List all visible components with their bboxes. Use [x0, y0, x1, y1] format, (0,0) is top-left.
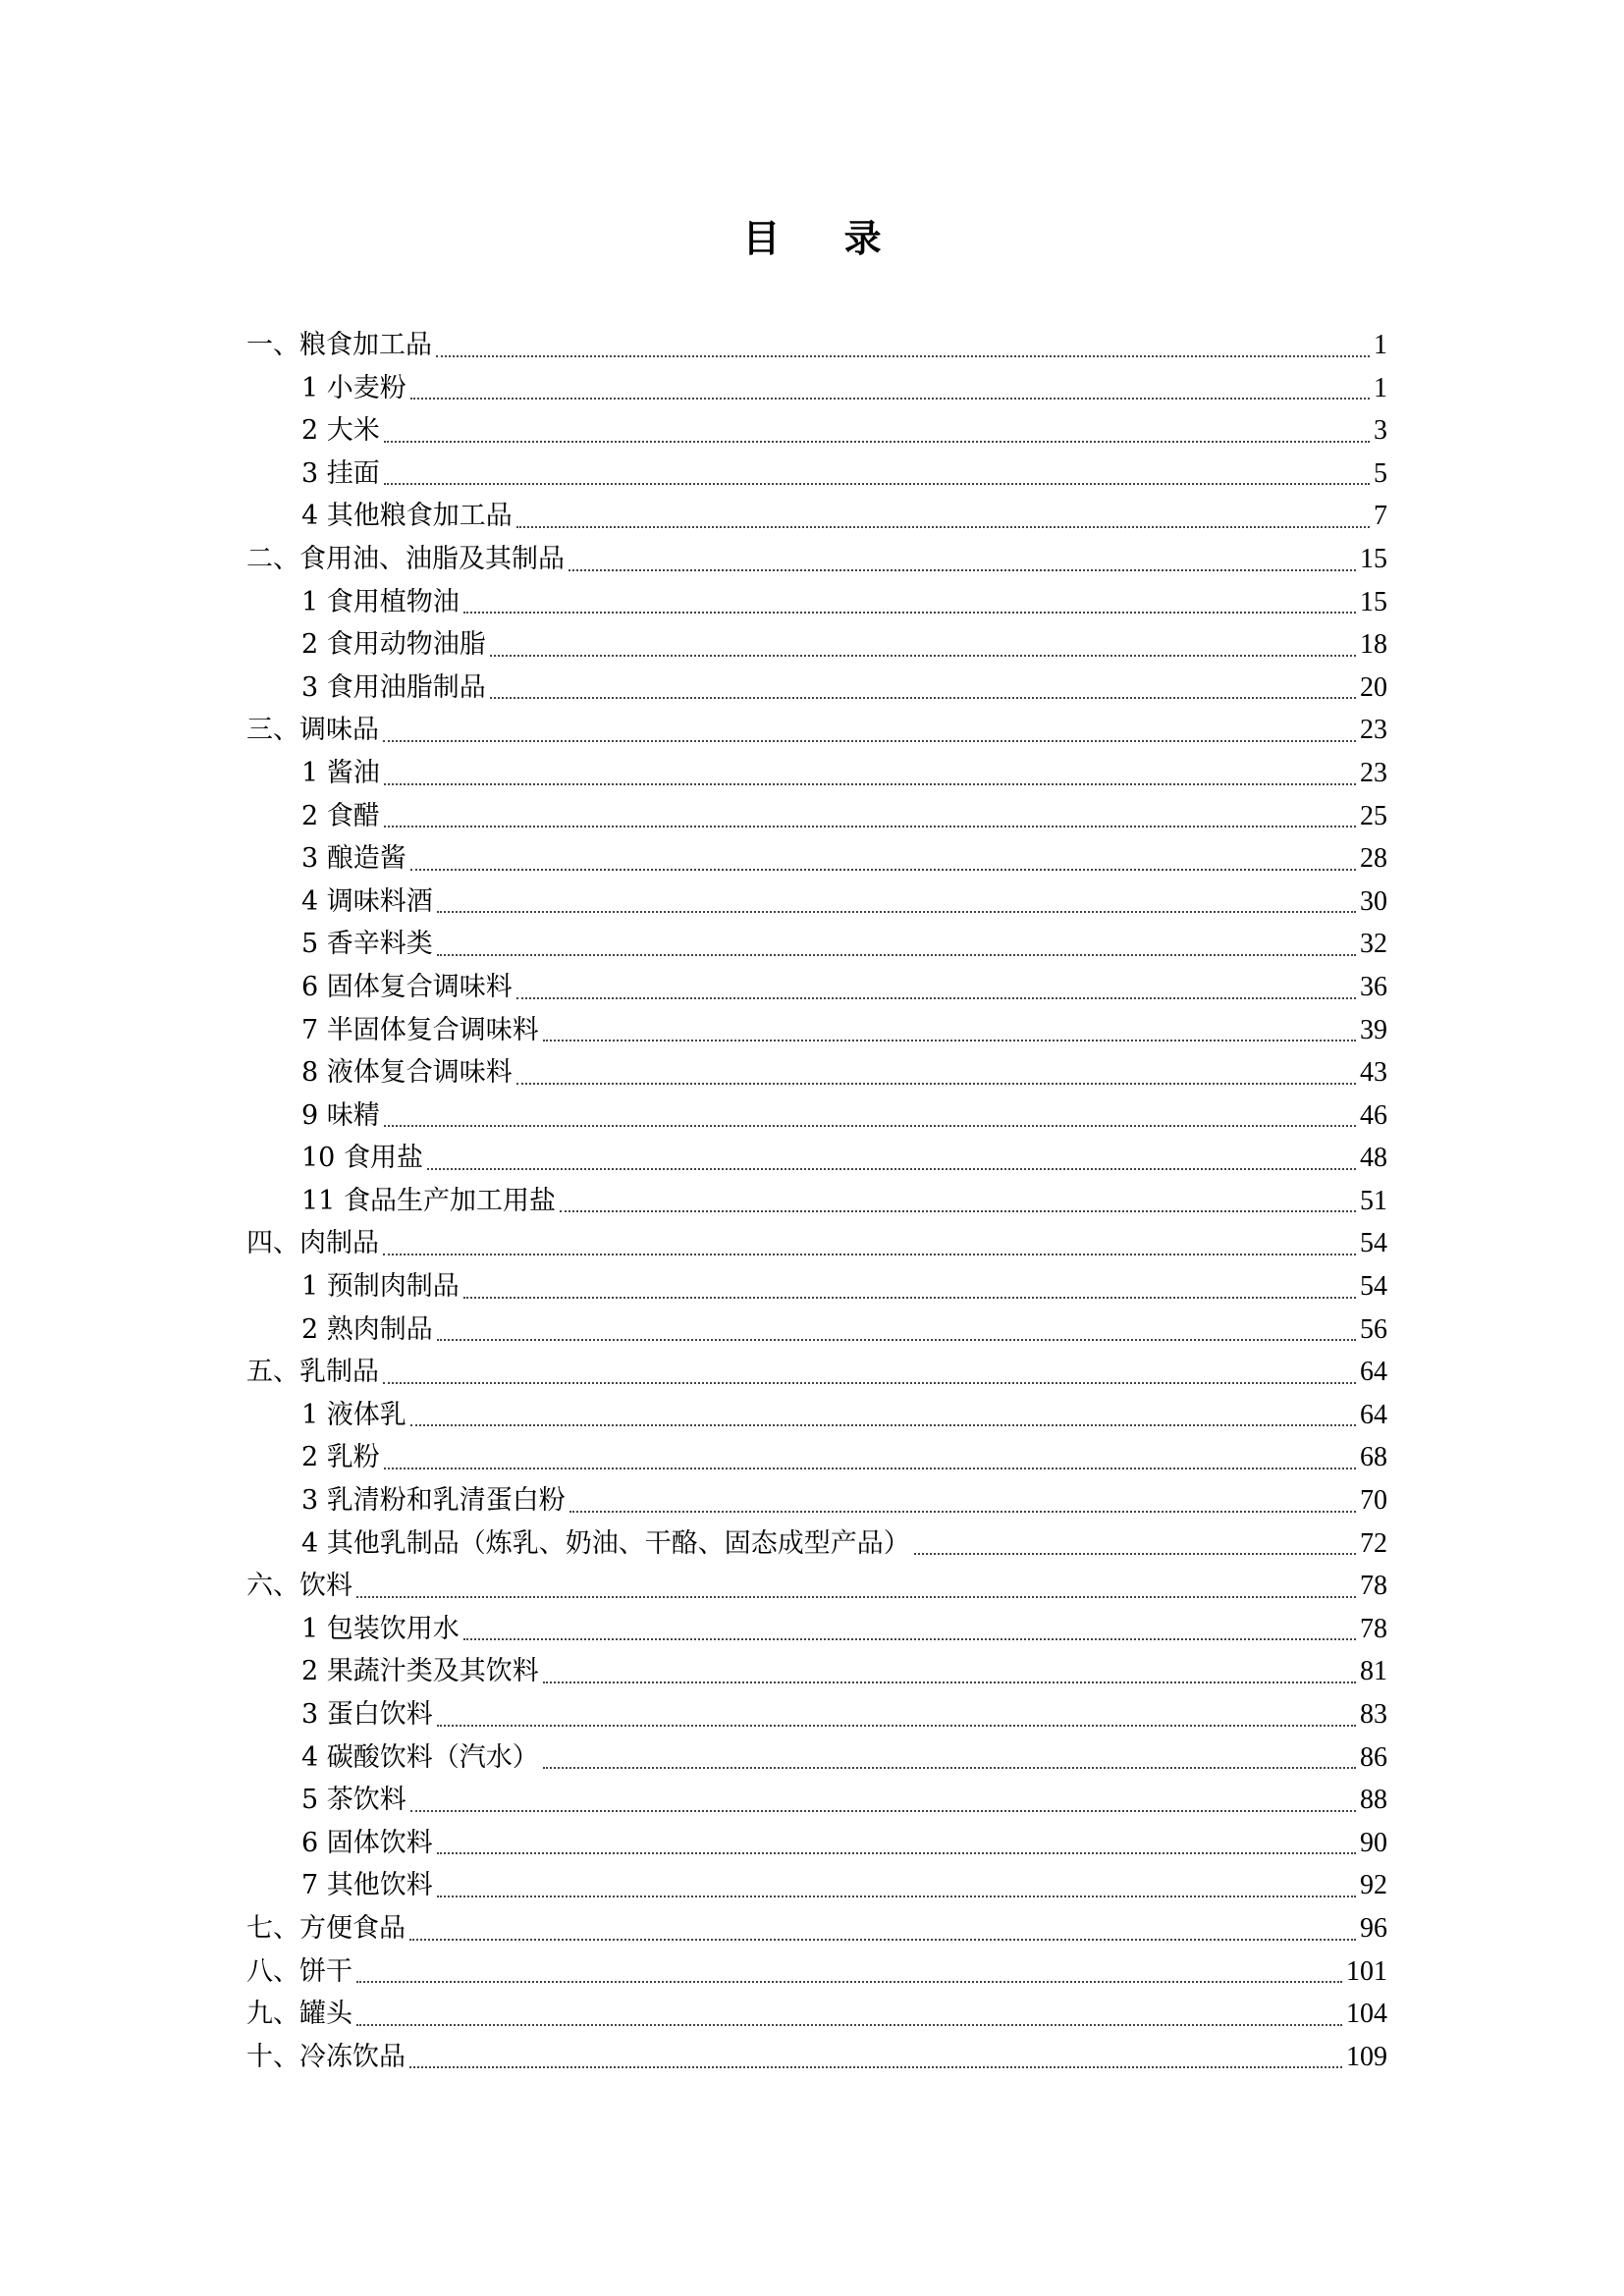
- toc-dot-leader: [409, 2065, 1342, 2068]
- toc-section-entry[interactable]: [246, 1180, 1387, 1223]
- toc-page-number: 70: [1360, 1485, 1387, 1517]
- toc-entry-label: 一、粮食加工品: [246, 330, 432, 360]
- toc-entry-label: 3 挂面: [301, 457, 380, 489]
- toc-section-entry[interactable]: [246, 1779, 1387, 1822]
- toc-entry-label: 十、冷冻饮品: [246, 2041, 406, 2072]
- toc-page-number: 64: [1360, 1399, 1387, 1430]
- toc-dot-leader: [437, 953, 1356, 956]
- toc-page-number: 54: [1360, 1271, 1387, 1303]
- toc-entry-label: 1 液体乳: [301, 1399, 406, 1430]
- toc-dot-leader: [356, 2023, 1342, 2026]
- toc-entry-label: 九、罐头: [246, 1999, 352, 2030]
- toc-dot-leader: [437, 1338, 1356, 1341]
- toc-chapter-entry[interactable]: [246, 1222, 1387, 1265]
- toc-entry-label: 2 大米: [301, 415, 380, 447]
- toc-dot-leader: [410, 397, 1370, 400]
- toc-dot-leader: [383, 739, 1356, 742]
- toc-section-entry[interactable]: [246, 667, 1387, 710]
- toc-page-number: 5: [1374, 457, 1387, 489]
- toc-dot-leader: [490, 696, 1356, 699]
- toc-section-entry[interactable]: [246, 1650, 1387, 1693]
- toc-page-number: 7: [1374, 501, 1387, 532]
- toc-entry-label: 4 调味料酒: [301, 885, 433, 917]
- toc-page-number: 96: [1360, 1912, 1387, 1944]
- toc-entry-label: 二、食用油、油脂及其制品: [246, 543, 565, 574]
- toc-dot-leader: [516, 525, 1370, 528]
- toc-dot-leader: [437, 1724, 1356, 1727]
- toc-page-number: 1: [1374, 372, 1387, 403]
- toc-page-number: 48: [1360, 1143, 1387, 1174]
- toc-page-number: 64: [1360, 1357, 1387, 1388]
- toc-page-number: 18: [1360, 629, 1387, 661]
- toc-entry-label: 8 液体复合调味料: [301, 1057, 513, 1089]
- toc-chapter-entry[interactable]: [246, 538, 1387, 581]
- toc-section-entry[interactable]: [246, 1693, 1387, 1736]
- toc-dot-leader: [490, 654, 1356, 657]
- toc-dot-leader: [463, 1296, 1356, 1299]
- toc-dot-leader: [383, 1381, 1356, 1384]
- toc-page-number: 36: [1360, 971, 1387, 1002]
- toc-section-entry[interactable]: [246, 1864, 1387, 1907]
- toc-page-number: 23: [1360, 757, 1387, 788]
- toc-dot-leader: [568, 568, 1356, 571]
- toc-dot-leader: [436, 354, 1370, 357]
- toc-section-entry[interactable]: [246, 453, 1387, 496]
- toc-section-entry[interactable]: [246, 1095, 1387, 1138]
- toc-entry-label: 2 食醋: [301, 800, 380, 831]
- toc-entry-label: 1 酱油: [301, 757, 380, 788]
- toc-entry-label: 4 其他乳制品（炼乳、奶油、干酪、固态成型产品）: [301, 1527, 910, 1559]
- toc-page-number: 78: [1360, 1613, 1387, 1644]
- toc-entry-label: 2 果蔬汁类及其饮料: [301, 1656, 539, 1687]
- toc-entry-label: 四、肉制品: [246, 1228, 379, 1259]
- page-title: 目 录: [742, 217, 907, 260]
- toc-page-number: 25: [1360, 800, 1387, 831]
- toc-page-number: 88: [1360, 1785, 1387, 1816]
- toc-chapter-entry[interactable]: [246, 1565, 1387, 1608]
- toc-dot-leader: [384, 482, 1370, 485]
- toc-page-number: 101: [1346, 1955, 1387, 1987]
- toc-page-number: 54: [1360, 1228, 1387, 1259]
- toc-dot-leader: [560, 1209, 1356, 1212]
- toc-page-number: 92: [1360, 1870, 1387, 1901]
- toc-page-number: 86: [1360, 1741, 1387, 1773]
- toc-entry-label: 10 食用盐: [301, 1143, 423, 1174]
- toc-entry-label: 6 固体复合调味料: [301, 971, 513, 1002]
- toc-entry-label: 3 食用油脂制品: [301, 671, 486, 703]
- toc-dot-leader: [569, 1510, 1356, 1513]
- toc-dot-leader: [437, 1895, 1356, 1897]
- toc-page-number: 15: [1360, 543, 1387, 574]
- toc-dot-leader: [543, 1766, 1356, 1769]
- toc-section-entry[interactable]: [246, 1608, 1387, 1651]
- toc-entry-label: 六、饮料: [246, 1571, 352, 1602]
- toc-section-entry[interactable]: [246, 1137, 1387, 1180]
- toc-dot-leader: [410, 1809, 1356, 1812]
- toc-dot-leader: [356, 1980, 1342, 1983]
- toc-section-entry[interactable]: [246, 495, 1387, 538]
- toc-entry-label: 七、方便食品: [246, 1912, 406, 1944]
- toc-entry-label: 三、调味品: [246, 715, 379, 746]
- toc-dot-leader: [384, 1467, 1356, 1469]
- toc-page-number: 15: [1360, 586, 1387, 617]
- toc-page-number: 3: [1374, 415, 1387, 447]
- toc-dot-leader: [384, 825, 1356, 828]
- toc-dot-leader: [383, 1253, 1356, 1255]
- toc-section-entry[interactable]: [246, 966, 1387, 1009]
- toc-chapter-entry[interactable]: [246, 2036, 1387, 2079]
- toc-page-number: 28: [1360, 843, 1387, 875]
- toc-page-number: 46: [1360, 1099, 1387, 1131]
- toc-entry-label: 5 香辛料类: [301, 929, 433, 960]
- toc-entry-label: 3 乳清粉和乳清蛋白粉: [301, 1485, 566, 1517]
- toc-entry-label: 6 固体饮料: [301, 1827, 433, 1858]
- toc-dot-leader: [384, 1124, 1356, 1127]
- toc-section-entry[interactable]: [246, 923, 1387, 966]
- toc-entry-label: 7 半固体复合调味料: [301, 1014, 539, 1045]
- toc-dot-leader: [543, 1681, 1356, 1683]
- toc-page-number: 30: [1360, 885, 1387, 917]
- toc-chapter-entry[interactable]: [246, 1351, 1387, 1394]
- toc-section-entry[interactable]: [246, 1736, 1387, 1780]
- toc-section-entry[interactable]: [246, 881, 1387, 924]
- toc-entry-label: 3 蛋白饮料: [301, 1699, 433, 1730]
- toc-entry-label: 4 其他粮食加工品: [301, 501, 513, 532]
- toc-section-entry[interactable]: [246, 837, 1387, 881]
- toc-section-entry[interactable]: [246, 1436, 1387, 1479]
- toc-entry-label: 1 小麦粉: [301, 372, 406, 403]
- toc-page-number: 20: [1360, 671, 1387, 703]
- toc-page-number: 43: [1360, 1057, 1387, 1089]
- toc-dot-leader: [914, 1552, 1356, 1555]
- toc-dot-leader: [409, 1938, 1356, 1941]
- toc-page-number: 72: [1360, 1527, 1387, 1559]
- toc-page-number: 32: [1360, 929, 1387, 960]
- toc-entry-label: 1 预制肉制品: [301, 1271, 460, 1303]
- toc-entry-label: 7 其他饮料: [301, 1870, 433, 1901]
- toc-dot-leader: [410, 1423, 1356, 1426]
- toc-entry-label: 5 茶饮料: [301, 1785, 406, 1816]
- toc-page-number: 23: [1360, 715, 1387, 746]
- toc-entry-label: 1 包装饮用水: [301, 1613, 460, 1644]
- toc-section-entry[interactable]: [246, 1394, 1387, 1437]
- toc-page-number: 104: [1346, 1999, 1387, 2030]
- toc-chapter-entry[interactable]: [246, 324, 1387, 367]
- toc-section-entry[interactable]: [246, 1051, 1387, 1095]
- toc-entry-label: 五、乳制品: [246, 1357, 379, 1388]
- toc-dot-leader: [463, 1637, 1356, 1640]
- toc-section-entry[interactable]: [246, 1522, 1387, 1566]
- toc-dot-leader: [543, 1039, 1356, 1041]
- toc-section-entry[interactable]: [246, 367, 1387, 410]
- toc-section-entry[interactable]: [246, 1265, 1387, 1308]
- toc-page-number: 109: [1346, 2041, 1387, 2072]
- toc-entry-label: 11 食品生产加工用盐: [301, 1185, 556, 1216]
- toc-section-entry[interactable]: [246, 795, 1387, 838]
- toc-page-number: 81: [1360, 1656, 1387, 1687]
- toc-dot-leader: [516, 996, 1356, 999]
- toc-chapter-entry[interactable]: [246, 1907, 1387, 1950]
- toc-page-number: 56: [1360, 1313, 1387, 1345]
- toc-entry-label: 八、饼干: [246, 1955, 352, 1987]
- toc-page-number: 68: [1360, 1442, 1387, 1473]
- toc-dot-leader: [463, 611, 1356, 614]
- toc-page-number: 78: [1360, 1571, 1387, 1602]
- toc-page-number: 51: [1360, 1185, 1387, 1216]
- toc-entry-label: 9 味精: [301, 1099, 380, 1131]
- toc-dot-leader: [437, 910, 1356, 913]
- toc-dot-leader: [516, 1082, 1356, 1085]
- toc-section-entry[interactable]: [246, 1479, 1387, 1522]
- toc-dot-leader: [384, 782, 1356, 785]
- toc-page-number: 83: [1360, 1699, 1387, 1730]
- table-of-contents: [246, 324, 1387, 2078]
- toc-dot-leader: [427, 1167, 1356, 1170]
- toc-entry-label: 4 碳酸饮料（汽水）: [301, 1741, 539, 1773]
- toc-section-entry[interactable]: [246, 1009, 1387, 1052]
- toc-section-entry[interactable]: [246, 1308, 1387, 1352]
- toc-section-entry[interactable]: [246, 409, 1387, 453]
- toc-page-number: 39: [1360, 1014, 1387, 1045]
- toc-dot-leader: [384, 440, 1370, 443]
- toc-chapter-entry[interactable]: [246, 709, 1387, 752]
- toc-section-entry[interactable]: [246, 581, 1387, 624]
- toc-dot-leader: [437, 1851, 1356, 1854]
- toc-entry-label: 2 食用动物油脂: [301, 629, 486, 661]
- toc-entry-label: 2 乳粉: [301, 1442, 380, 1473]
- toc-chapter-entry[interactable]: [246, 1950, 1387, 1994]
- toc-dot-leader: [356, 1595, 1356, 1598]
- toc-chapter-entry[interactable]: [246, 1993, 1387, 2036]
- toc-section-entry[interactable]: [246, 623, 1387, 667]
- toc-section-entry[interactable]: [246, 752, 1387, 795]
- toc-section-entry[interactable]: [246, 1822, 1387, 1865]
- toc-page-number: 90: [1360, 1827, 1387, 1858]
- toc-entry-label: 3 酿造酱: [301, 843, 406, 875]
- toc-dot-leader: [410, 868, 1356, 871]
- toc-entry-label: 2 熟肉制品: [301, 1313, 433, 1345]
- toc-entry-label: 1 食用植物油: [301, 586, 460, 617]
- toc-page-number: 1: [1374, 330, 1387, 360]
